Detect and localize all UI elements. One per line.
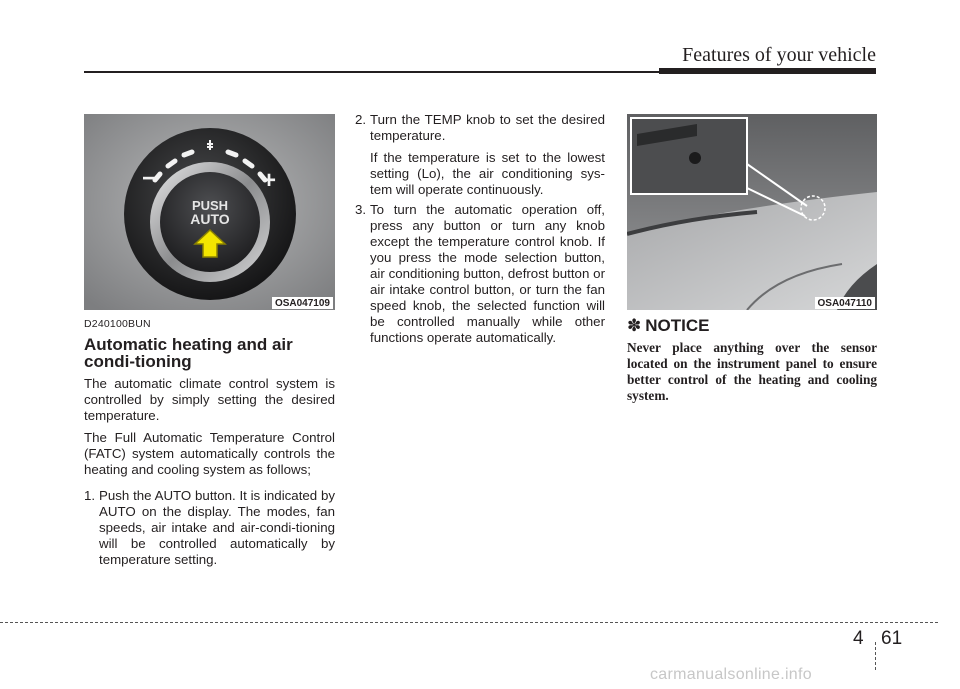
- auto-label: AUTO: [190, 211, 230, 227]
- svg-text:−: −: [142, 165, 157, 192]
- svg-text:+: +: [262, 167, 277, 194]
- figure-caption: OSA047109: [272, 297, 333, 309]
- step-number: 2.: [355, 112, 367, 127]
- section-code: D240100BUN: [84, 318, 151, 330]
- section-heading: Automatic heating and air condi-tioning: [84, 335, 293, 371]
- intro-paragraph: The automatic climate control system is controlled by simply setting the desired temperature.: [84, 376, 335, 423]
- chapter-number: 4: [853, 628, 864, 649]
- header-rule-accent: [659, 68, 876, 74]
- page-number: 61: [881, 628, 903, 649]
- notice-title: [627, 316, 877, 336]
- sensor-figure: [627, 114, 877, 310]
- step-text: Turn the TEMP knob to set the desired temperature.: [370, 112, 605, 143]
- watermark: carmanualsonline.info: [650, 666, 812, 683]
- step-number: 3.: [355, 202, 367, 217]
- auto-knob-illustration: [84, 114, 335, 310]
- step-2-note: If the temperature is set to the lowest setting (Lo), the air conditioning sys-tem will operate continuously.: [370, 150, 605, 197]
- footer-divider: [0, 622, 938, 623]
- auto-knob-figure: [84, 114, 335, 310]
- step-1: [84, 488, 335, 568]
- push-label: PUSH: [191, 198, 229, 213]
- step-text: To turn the automatic operation off, press any button or turn any knob except the temperature control knob. If you press the mode selection button, air conditioning button, defrost button or air intake control button, or turn the fan speed knob, the selected function will be controlled manually while other functions operate automatically.: [370, 202, 605, 345]
- notice-box: [627, 316, 877, 404]
- middle-column: [355, 112, 605, 352]
- fatc-paragraph: The Full Automatic Temperature Control (FATC) system automatically controls the heating and cooling system as follows;: [84, 430, 335, 477]
- step-text: Push the AUTO button. It is indicated by AUTO on the display. The modes, fan speeds, air intake and air-condi-tioning will be controlled automatically by temperature setting.: [99, 488, 335, 567]
- page-number-divider: [875, 642, 876, 670]
- figure-caption: OSA047110: [815, 297, 876, 309]
- notice-label: NOTICE: [645, 316, 710, 335]
- section-title: Features of your vehicle: [682, 44, 876, 66]
- header-rule: [84, 71, 659, 73]
- step-3: [355, 202, 605, 346]
- notice-text: Never place anything over the sensor located on the instrument panel to ensure better control of the heating and cooling system.: [627, 340, 877, 403]
- left-column: [84, 316, 335, 574]
- step-2: [355, 112, 605, 144]
- asterisk-icon: ✽: [627, 316, 642, 335]
- step-number: 1.: [84, 488, 96, 503]
- sensor-illustration: [627, 114, 877, 310]
